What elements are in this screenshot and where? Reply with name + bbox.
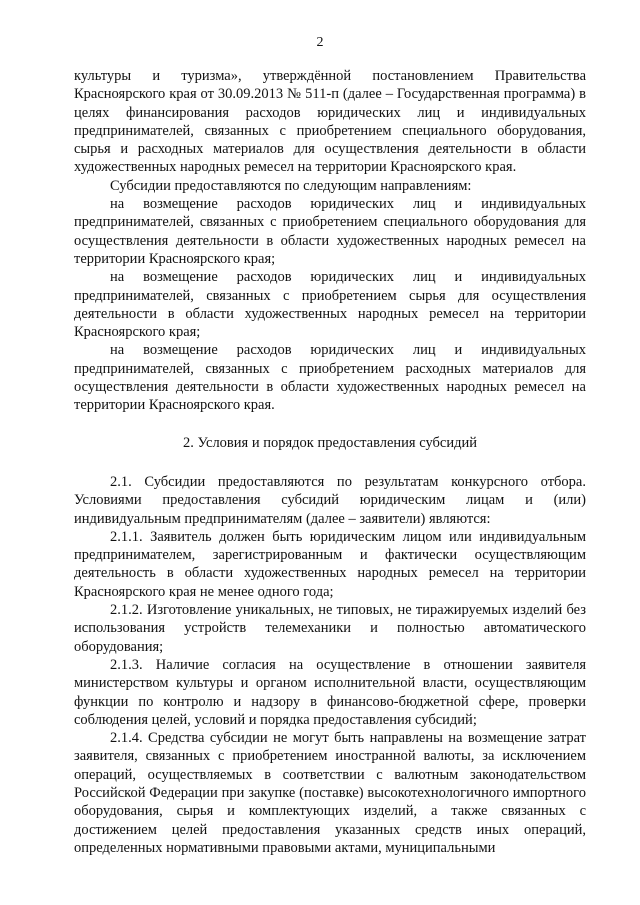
paragraph-direction-equipment: на возмещение расходов юридических лиц и индивидуальных предпринимателей, связанных с приобретением специального оборудования для осуществления деятельности в области художественных народных ремесел на территории Красноярского края; xyxy=(74,196,586,267)
paragraph-2-1-3: 2.1.3. Наличие согласия на осуществление в отношении заявителя министерством культуры и органом исполнительной власти, осуществляющим функции по контролю и надзору в финансово-бюджетной сфере, проверки соблюдения целей, условий и порядка предоставления субсидий; xyxy=(74,656,586,728)
paragraph-2-1: 2.1. Субсидии предоставляются по результатам конкурсного отбора. Условиями предоставления субсидий юридическим лицам и (или) индивидуальным предпринимателям (далее – заявители) являются: xyxy=(74,473,586,527)
paragraph-2-1-2: 2.1.2. Изготовление уникальных, не типовых, не тиражируемых изделий без использования устройств телемеханики и полностью автоматического оборудования; xyxy=(74,602,586,655)
document-body xyxy=(74,67,586,857)
page-number: 2 xyxy=(316,35,324,50)
paragraph-direction-consumables: на возмещение расходов юридических лиц и индивидуальных предпринимателей, связанных с приобретением расходных материалов для осуществления деятельности в области художественных народных ремесел на территории Красноярского края. xyxy=(74,342,586,414)
paragraph-directions-intro: Субсидии предоставляются по следующим направлениям: xyxy=(110,177,472,194)
paragraph-program-purpose: культуры и туризма», утверждённой постановлением Правительства Красноярского края от 30.09.2013 № 511-п (далее – Государственная программа) в целях финансирования расходов юридических лиц и индивидуальных предпринимателей, связанных с приобретением специального оборудования, сырья и расходных материалов для осуществления деятельности в области художественных народных ремесел на территории Красноярского края. xyxy=(74,68,586,176)
paragraph-direction-raw-materials: на возмещение расходов юридических лиц и индивидуальных предпринимателей, связанных с приобретением сырья для осуществления деятельности в области художественных народных ремесел на территории Красноярского края; xyxy=(74,269,586,341)
paragraph-2-1-1: 2.1.1. Заявитель должен быть юридическим лицом или индивидуальным предпринимателем, зарегистрированным и фактически осуществляющим деятельность в области художественных народных ремесел на территории Красноярского края не менее одного года; xyxy=(74,528,586,600)
paragraph-2-1-4: 2.1.4. Средства субсидии не могут быть направлены на возмещение затрат заявителя, связанных с приобретением иностранной валюты, за исключением операций, осуществляемых в соответствии с валютным законодательством Российской Федерации при закупке (поставке) высокотехнологичного импортного оборудования, сырья и комплектующих изделий, а также связанных с достижением целей предоставления указанных средств иных операций, определенных нормативными правовыми актами, муниципальными xyxy=(74,730,586,856)
section-heading: 2. Условия и порядок предоставления субсидий xyxy=(182,434,477,451)
